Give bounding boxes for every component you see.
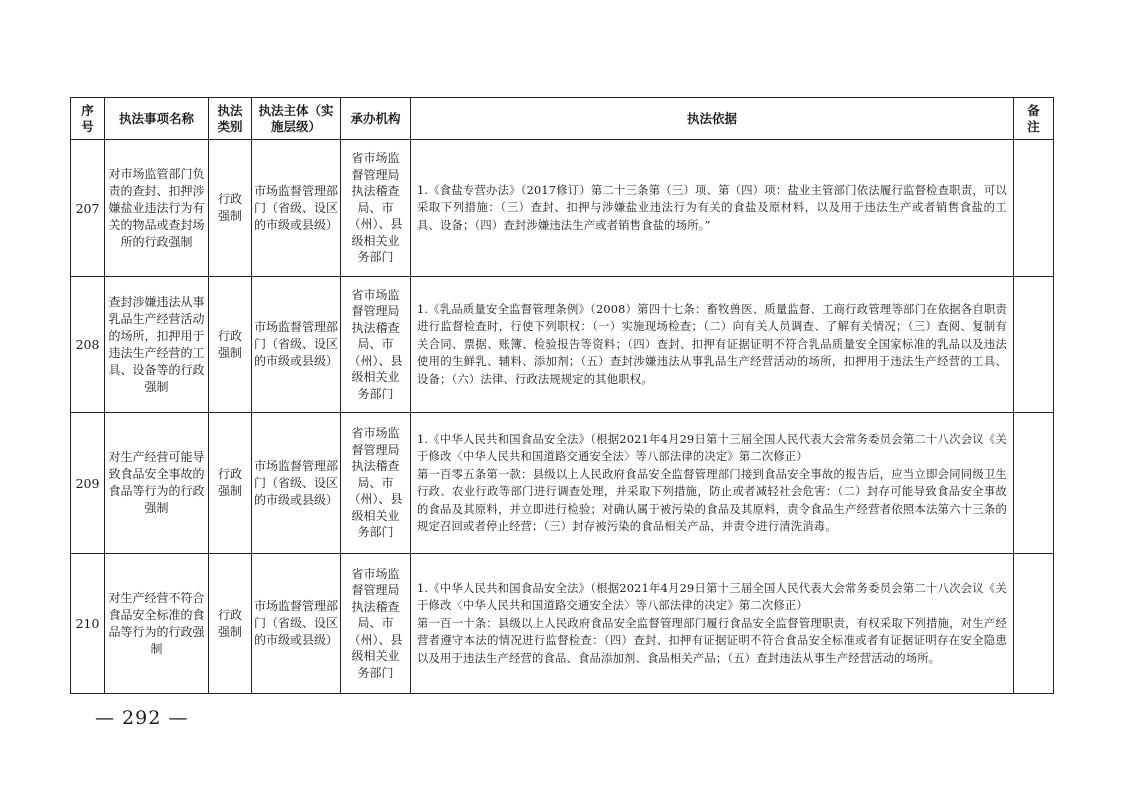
- row-number: 207: [71, 140, 105, 277]
- enforcement-type: 行政强制: [209, 554, 252, 694]
- enforcement-body: 市场监督管理部门（省级、设区的市级或县级）: [252, 277, 341, 413]
- header-org: 承办机构: [341, 98, 411, 140]
- table-row: [71, 554, 1054, 694]
- table-header-row: [71, 98, 1054, 140]
- legal-basis-paragraph: 第一百一十条：县级以上人民政府食品安全监督管理部门履行食品安全监督管理职责，有权采取下列措施，对生产经营者遵守本法的情况进行监督检查：（四）查封、扣押有证据证明不符合食品安全标准或者有证据证明存在安全隐患以及用于违法生产经营的食品、食品添加剂、食品相关产品；（五）查封违法从事生产经营活动的场所。: [417, 616, 1007, 665]
- handling-org: 省市场监督管理局执法稽查局、市（州）、县级相关业务部门: [341, 554, 411, 694]
- enforcement-type: 行政强制: [209, 413, 252, 554]
- item-name: 对生产经营不符合食品安全标准的食品等行为的行政强制: [105, 554, 209, 694]
- enforcement-type: 行政强制: [209, 277, 252, 413]
- remark: [1014, 413, 1054, 554]
- header-item: 执法事项名称: [105, 98, 209, 140]
- legal-basis: [411, 413, 1014, 554]
- legal-basis-paragraph: 1.《中华人民共和国食品安全法》（根据2021年4月29日第十三届全国人民代表大会常务委员会第二十八次会议《关于修改〈中华人民共和国道路交通安全法〉等八部法律的决定》第二次修正）: [417, 581, 1007, 613]
- remark: [1014, 140, 1054, 277]
- legal-basis-paragraph: 第一百零五条第一款：县级以上人民政府食品安全监督管理部门接到食品安全事故的报告后，应当立即会同同级卫生行政、农业行政等部门进行调查处理，并采取下列措施，防止或者减轻社会危害：（二）封存可能导致食品安全事故的食品及其原料，并立即进行检验；对确认属于被污染的食品及其原料，责令食品生产经营者依照本法第六十三条的规定召回或者停止经营；（三）封存被污染的食品相关产品，并责令进行清洗消毒。: [417, 467, 1007, 533]
- table-row: [71, 277, 1054, 413]
- handling-org: 省市场监督管理局执法稽查局、市（州）、县级相关业务部门: [341, 277, 411, 413]
- header-type: 执法类别: [209, 98, 252, 140]
- table-row: [71, 140, 1054, 277]
- item-name: 对市场监管部门负责的查封、扣押涉嫌盐业违法行为有关的物品或查封场所的行政强制: [105, 140, 209, 277]
- law-enforcement-table: [70, 97, 1054, 694]
- legal-basis-paragraph: 1.《中华人民共和国食品安全法》（根据2021年4月29日第十三届全国人民代表大会常务委员会第二十八次会议《关于修改〈中华人民共和国道路交通安全法〉等八部法律的决定》第二次修正）: [417, 432, 1007, 463]
- legal-basis: [411, 554, 1014, 694]
- legal-basis: 1.《乳品质量安全监督管理条例》（2008）第四十七条：畜牧兽医、质量监督、工商行政管理等部门在依据各自职责进行监督检查时，行使下列职权：（一）实施现场检查；（二）向有关人员调查、了解有关情况；（三）查阅、复制有关合同、票据、账簿、检验报告等资料；（四）查封、扣押有证据证明不符合乳品质量安全国家标准的乳品以及违法使用的生鲜乳、辅料、添加剂；（五）查封涉嫌违法从事乳品生产经营活动的场所，扣押用于违法生产经营的工具、设备；（六）法律、行政法规规定的其他职权。: [411, 277, 1014, 413]
- table-row: [71, 413, 1054, 554]
- page-number: — 292 —: [95, 707, 189, 729]
- handling-org: 省市场监督管理局执法稽查局、市（州）、县级相关业务部门: [341, 140, 411, 277]
- header-body: 执法主体（实施层级）: [252, 98, 341, 140]
- header-remark: 备注: [1014, 98, 1054, 140]
- header-no: 序号: [71, 98, 105, 140]
- enforcement-body: 市场监督管理部门（省级、设区的市级或县级）: [252, 413, 341, 554]
- item-name: 查封涉嫌违法从事乳品生产经营活动的场所，扣押用于违法生产经营的工具、设备等的行政强制: [105, 277, 209, 413]
- handling-org: 省市场监督管理局执法稽查局、市（州）、县级相关业务部门: [341, 413, 411, 554]
- row-number: 210: [71, 554, 105, 694]
- enforcement-body: 市场监督管理部门（省级、设区的市级或县级）: [252, 554, 341, 694]
- row-number: 209: [71, 413, 105, 554]
- header-basis: 执法依据: [411, 98, 1014, 140]
- item-name: 对生产经营可能导致食品安全事故的食品等行为的行政强制: [105, 413, 209, 554]
- remark: [1014, 554, 1054, 694]
- legal-basis: 1.《食盐专营办法》（2017修订）第二十三条第（三）项、第（四）项：盐业主管部门依法履行监督检查职责，可以采取下列措施：（三）查封、扣押与涉嫌盐业违法行为有关的食盐及原材料，以及用于违法生产或者销售食盐的工具、设备；（四）查封涉嫌违法生产或者销售食盐的场所。”: [411, 140, 1014, 277]
- remark: [1014, 277, 1054, 413]
- enforcement-type: 行政强制: [209, 140, 252, 277]
- row-number: 208: [71, 277, 105, 413]
- enforcement-body: 市场监督管理部门（省级、设区的市级或县级）: [252, 140, 341, 277]
